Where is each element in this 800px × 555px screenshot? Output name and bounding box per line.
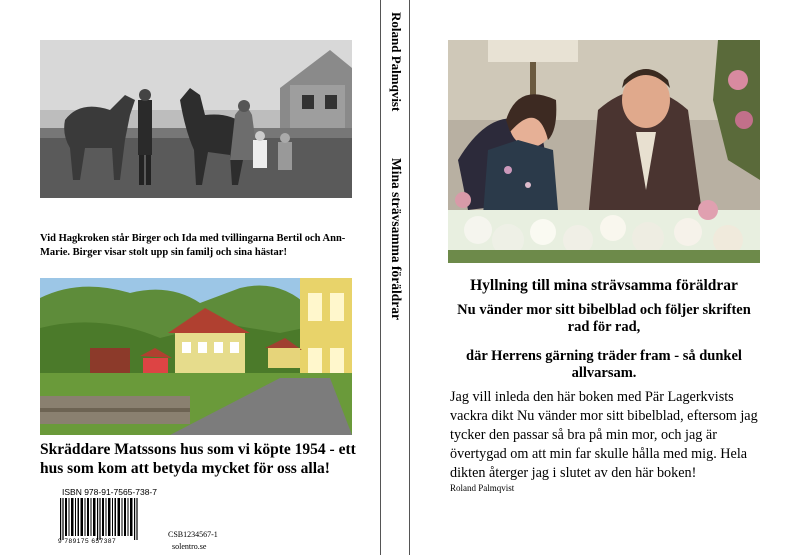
photo1-caption: Vid Hagkroken står Birger och Ida med tvillingarna Bertil och Ann-Marie. Birger visar stolt upp sin familj och sina hästar! — [40, 233, 346, 258]
poem-line-2: där Herrens gärning träder fram - så dunkel allvarsam. — [466, 348, 742, 381]
poem-line-1: Nu vänder mor sitt bibelblad och följer skriften rad för rad, — [457, 302, 751, 335]
spine-title: Mina strävsamma föräldrar — [389, 158, 404, 320]
front-author: Roland Palmqvist — [450, 483, 515, 493]
isbn-label: ISBN 978-91-7565-738-7 — [62, 487, 157, 497]
photo2-caption: Skräddare Matssons hus som vi köpte 1954 - ett hus som kom att betyda mycket för oss alla! — [40, 441, 356, 477]
barcode — [60, 498, 140, 540]
parents-photo — [448, 40, 760, 263]
product-code: CSB1234567-1 — [168, 530, 218, 539]
tailor-house-photo — [40, 278, 352, 435]
barcode-digits: 9 789175 657387 — [58, 538, 117, 545]
family-horses-photo — [40, 40, 352, 198]
front-heading: Hyllning till mina strävsamma föräldrar — [470, 277, 738, 294]
spine-author: Roland Palmqvist — [389, 12, 404, 112]
spine-text — [380, 10, 410, 550]
front-body-text: Jag vill inleda den här boken med Pär Lagerkvists vackra dikt Nu vänder mor sitt bibelblad, eftersom jag tycker den passar så bra på min mor, och jag är övertygad om att min far skulle hålla med mig. Hela dikten återger jag i slutet av den här boken! — [450, 389, 758, 481]
publisher-website: solentro.se — [172, 542, 207, 551]
